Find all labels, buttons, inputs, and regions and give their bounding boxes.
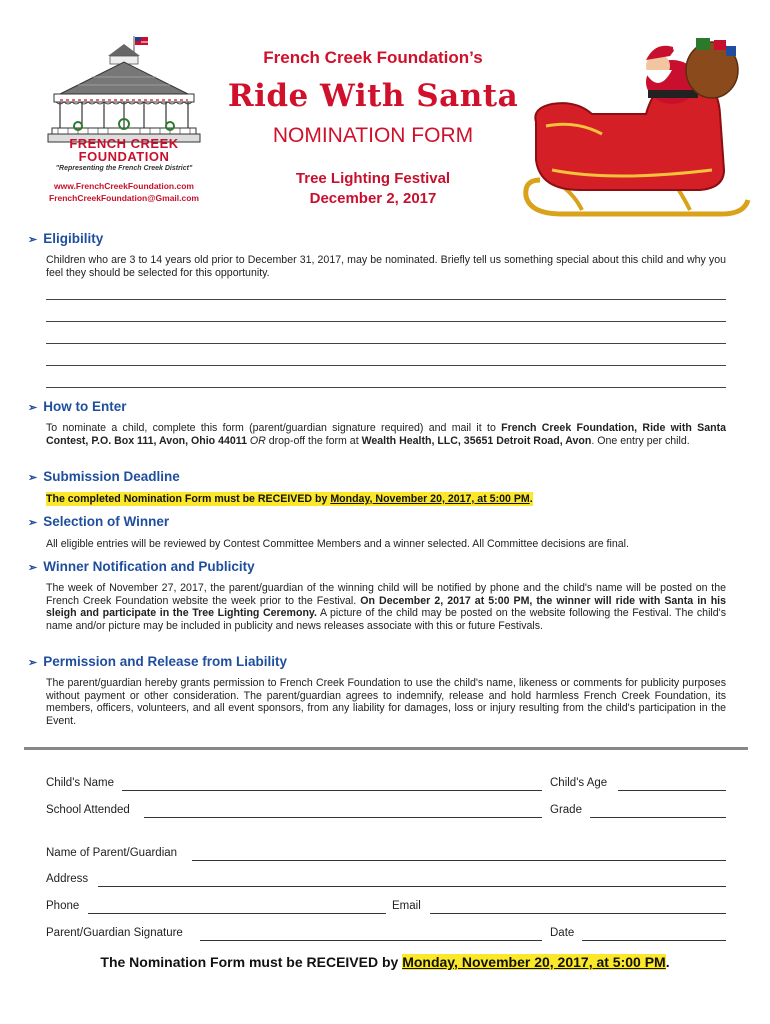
eligibility-answer-line[interactable] bbox=[46, 299, 726, 300]
date-label: Date bbox=[550, 927, 575, 939]
deadline-text: The completed Nomination Form must be RECEIVED by Monday, November 20, 2017, at 5:00 PM. bbox=[46, 493, 533, 505]
header-org: French Creek Foundation’s bbox=[263, 48, 483, 67]
arrow-bullet-icon: ➢ bbox=[28, 562, 38, 574]
logo-tagline: "Representing the French Creek District" bbox=[55, 165, 193, 172]
notification-heading: ➢ Winner Notification and Publicity bbox=[28, 559, 255, 574]
child-name-label: Child's Name bbox=[46, 777, 115, 789]
address-field[interactable] bbox=[98, 874, 726, 887]
eligibility-answer-line[interactable] bbox=[46, 365, 726, 366]
email-link[interactable]: FrenchCreekFoundation@Gmail.com bbox=[49, 193, 199, 203]
arrow-bullet-icon: ➢ bbox=[28, 234, 38, 246]
eligibility-answer-line[interactable] bbox=[46, 343, 726, 344]
permission-text: The parent/guardian hereby grants permission to French Creek Foundation to use the child's name, likeness or comments for publicity purposes without payment or other consideration. The parent/guardian agrees to indemnify, release and hold harmless French Creek Foundation, its members, officers, volunteers, and all event sponsors, from any liability for damages, loss or injury resulting from the child's participation in the Event. bbox=[46, 677, 726, 727]
phone-field[interactable] bbox=[88, 901, 386, 914]
how-to-enter-heading: ➢ How to Enter bbox=[28, 399, 127, 414]
header-form-title: NOMINATION FORM bbox=[272, 124, 474, 147]
email-label: Email bbox=[392, 900, 421, 912]
header-date: December 2, 2017 bbox=[309, 190, 437, 207]
footer-deadline-notice: The Nomination Form must be RECEIVED by Monday, November 20, 2017, at 5:00 PM. bbox=[100, 954, 670, 970]
notification-text: The week of November 27, 2017, the parent/guardian of the winning child will be notified by phone and the child's name will be posted on the French Creek Foundation website the week prior to the Festival. On December 2, 2017 at 5:00 PM, the winner will ride with Santa in his sleigh and participate in the Tree Lighting Ceremony. A picture of the child may be posted on the website following the Festival. The child's name and/or picture may be included in publicity and news releases associate with this or future Festivals. bbox=[46, 582, 726, 632]
header-event-title: Ride With Santa bbox=[227, 78, 519, 114]
eligibility-heading: ➢ Eligibility bbox=[28, 231, 104, 246]
section-divider bbox=[24, 747, 748, 750]
arrow-bullet-icon: ➢ bbox=[28, 657, 38, 669]
selection-text: All eligible entries will be reviewed by Contest Committee Members and a winner selected. All Committee decisions are final. bbox=[46, 538, 629, 550]
arrow-bullet-icon: ➢ bbox=[28, 517, 38, 529]
eligibility-answer-line[interactable] bbox=[46, 321, 726, 322]
phone-label: Phone bbox=[46, 900, 80, 912]
deadline-heading: ➢ Submission Deadline bbox=[28, 469, 180, 484]
email-field[interactable] bbox=[430, 901, 726, 914]
address-label: Address bbox=[46, 873, 89, 885]
santa-sleigh-illustration bbox=[522, 30, 752, 230]
how-to-enter-text: To nominate a child, complete this form (parent/guardian signature required) and mail it to French Creek Foundation, Ride with Santa Contest, P.O. Box 111, Avon, Ohio 44011 OR drop-off the form at Wealth Health, LLC, 35651 Detroit Road, Avon. One entry per child. bbox=[46, 422, 726, 447]
permission-heading: ➢ Permission and Release from Liability bbox=[28, 654, 288, 669]
signature-field[interactable] bbox=[200, 928, 542, 941]
child-name-field[interactable] bbox=[122, 778, 542, 791]
arrow-bullet-icon: ➢ bbox=[28, 472, 38, 484]
eligibility-answer-line[interactable] bbox=[46, 387, 726, 388]
eligibility-text: Children who are 3 to 14 years old prior to December 31, 2017, may be nominated. Briefly tell us something special about this child and why you feel they should be selected for this opportunity. bbox=[46, 254, 726, 279]
arrow-bullet-icon: ➢ bbox=[28, 402, 38, 414]
grade-label: Grade bbox=[550, 804, 582, 816]
child-age-label: Child's Age bbox=[550, 777, 608, 789]
logo-name-line2: FOUNDATION bbox=[78, 149, 170, 164]
header-festival: Tree Lighting Festival bbox=[295, 170, 451, 187]
website-link[interactable]: www.FrenchCreekFoundation.com bbox=[54, 181, 194, 191]
logo-name-line1: FRENCH CREEK bbox=[69, 136, 179, 151]
school-field[interactable] bbox=[144, 805, 542, 818]
child-age-field[interactable] bbox=[618, 778, 726, 791]
selection-heading: ➢ Selection of Winner bbox=[28, 514, 170, 529]
parent-name-label: Name of Parent/Guardian bbox=[46, 847, 178, 859]
signature-label: Parent/Guardian Signature bbox=[46, 927, 183, 939]
date-field[interactable] bbox=[582, 928, 726, 941]
parent-name-field[interactable] bbox=[192, 848, 726, 861]
grade-field[interactable] bbox=[590, 805, 726, 818]
school-label: School Attended bbox=[46, 804, 130, 816]
